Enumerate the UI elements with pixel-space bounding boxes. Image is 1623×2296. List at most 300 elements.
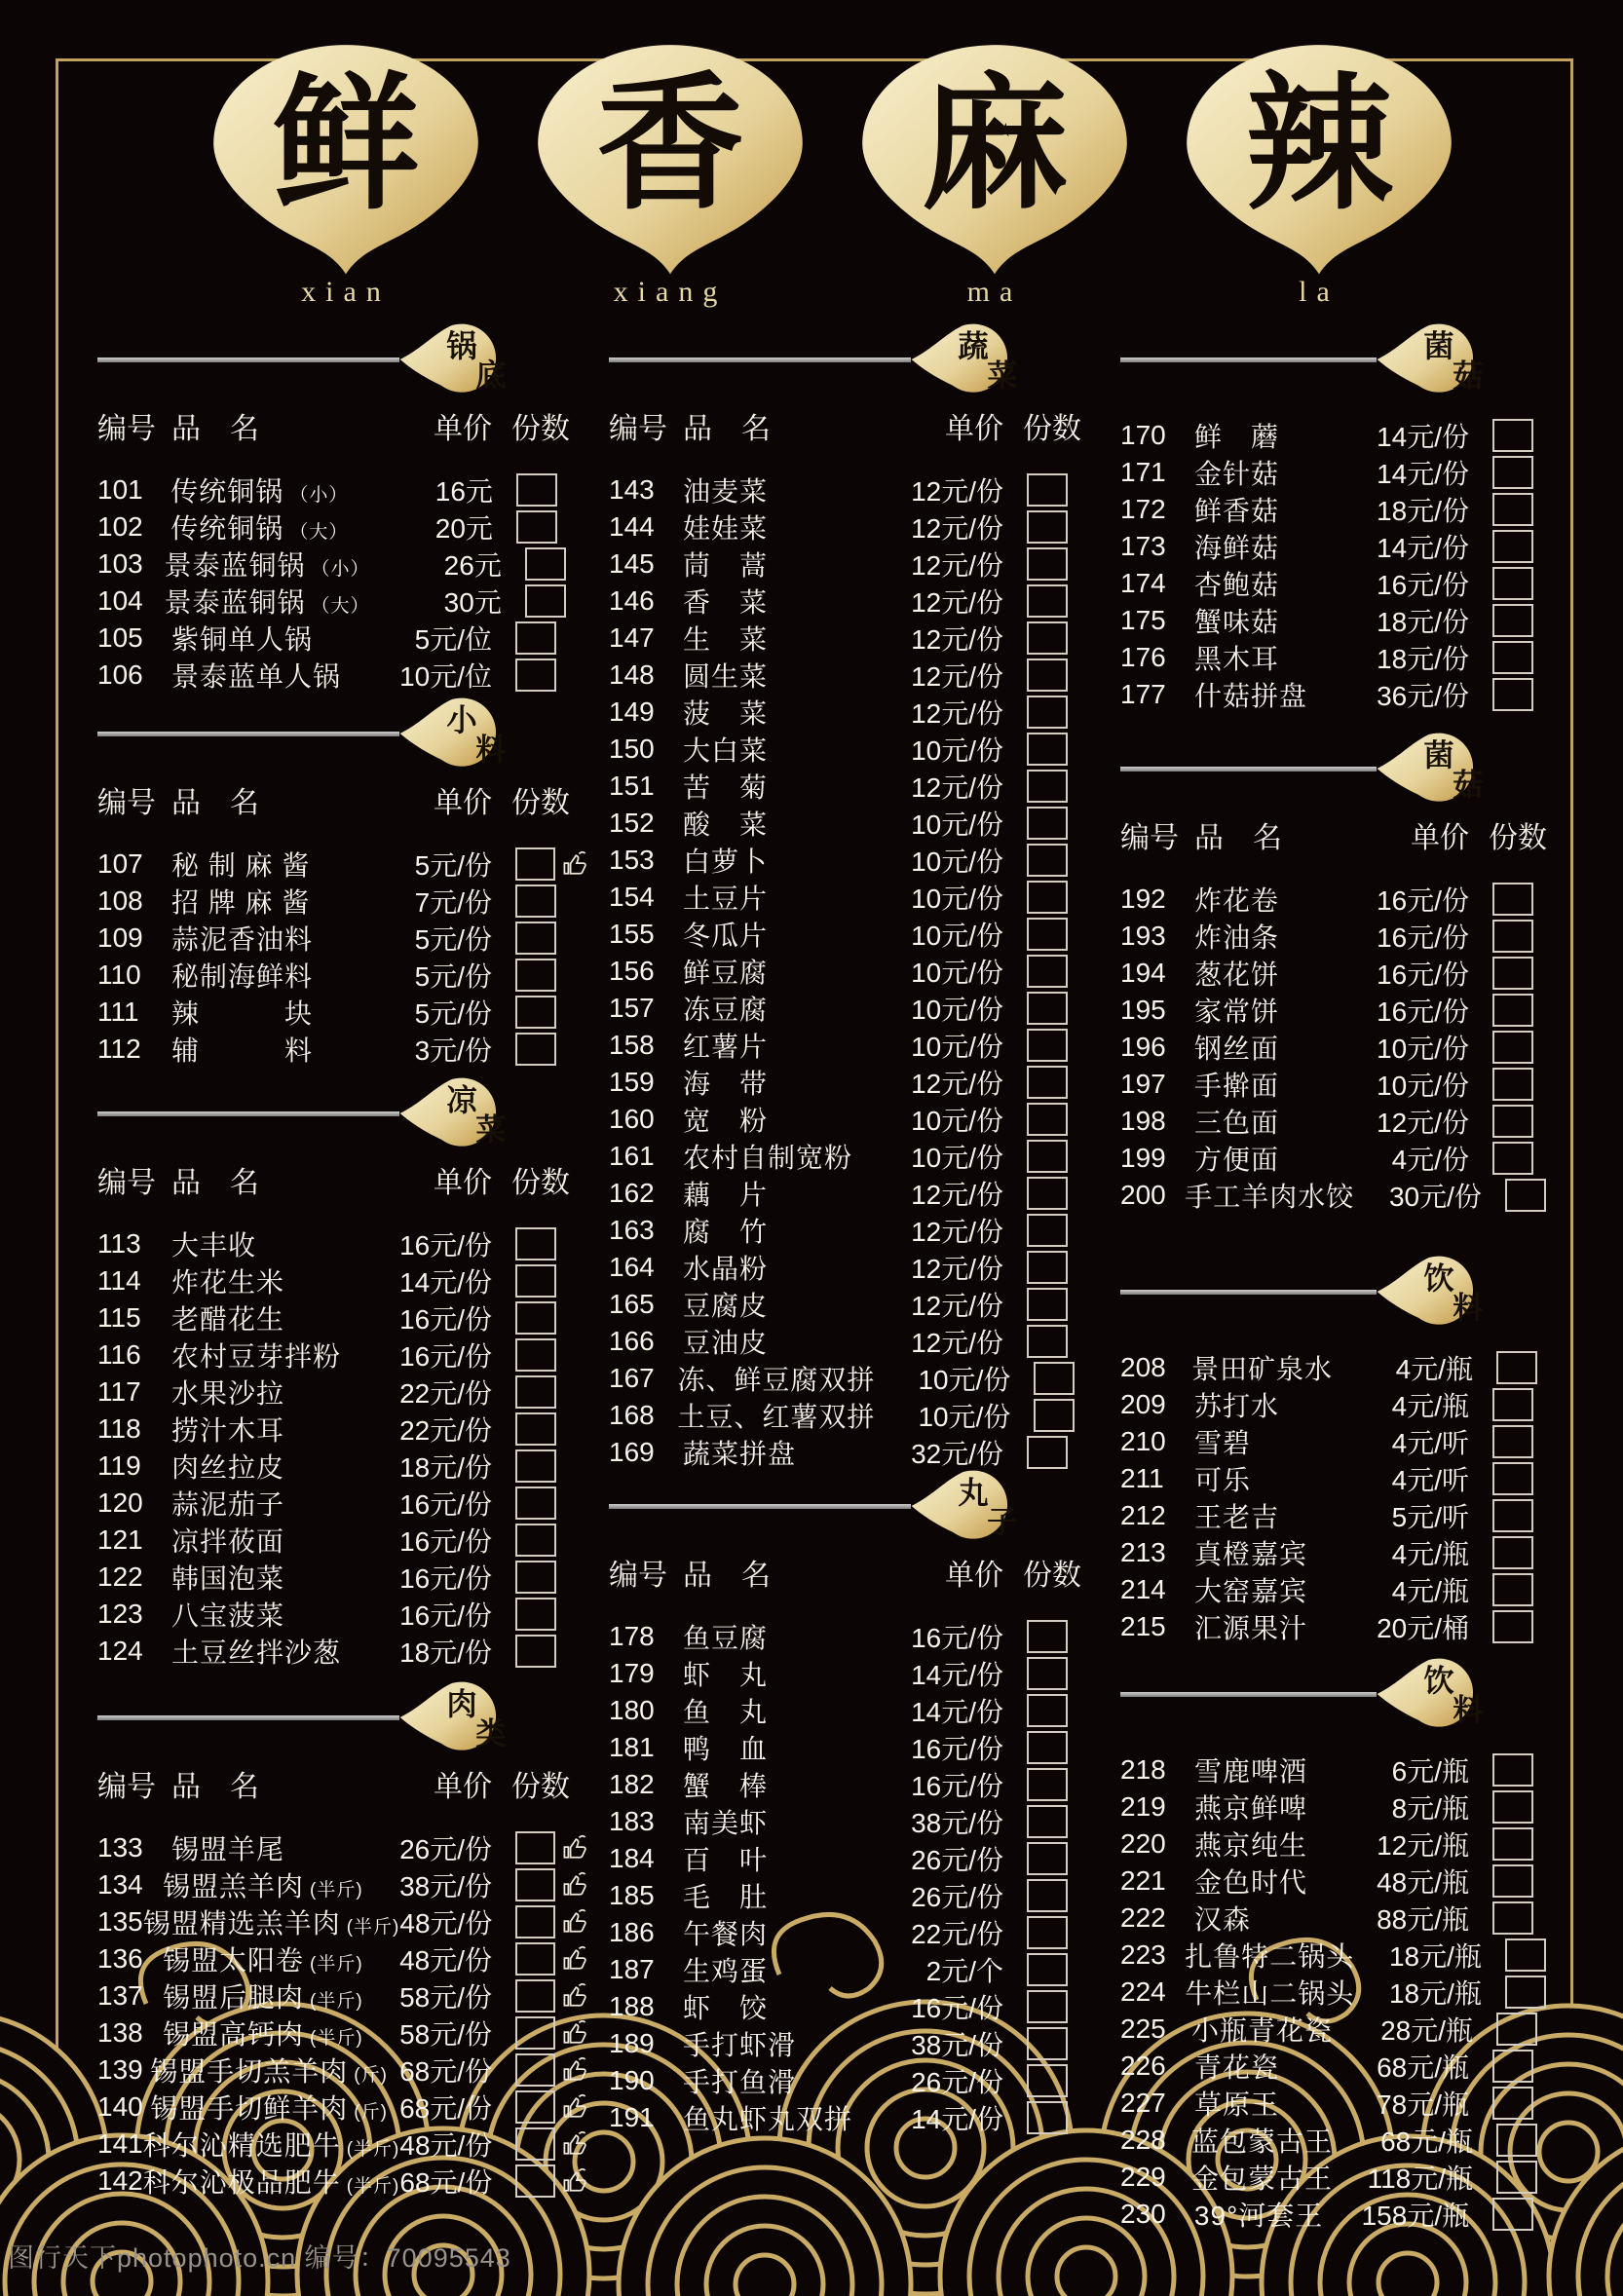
item-number: 143 — [609, 474, 655, 505]
item-number: 153 — [609, 845, 655, 875]
quantity-checkbox[interactable] — [1492, 419, 1533, 452]
quantity-checkbox[interactable] — [1492, 1753, 1533, 1787]
quantity-checkbox[interactable] — [1492, 957, 1533, 990]
quantity-checkbox[interactable] — [1027, 733, 1068, 766]
item-price: 12元/份 — [911, 1180, 1003, 1210]
quantity-checkbox[interactable] — [515, 2016, 555, 2050]
item-qty-cell — [1003, 2027, 1101, 2060]
item-price: 20元 — [434, 513, 493, 544]
item-number: 117 — [97, 1376, 141, 1407]
item-number: 208 — [1120, 1352, 1166, 1382]
quantity-checkbox[interactable] — [1027, 1916, 1068, 1949]
item-qty-cell — [492, 1635, 589, 1668]
item-number: 138 — [97, 2017, 143, 2048]
item-price: 10元/份 — [911, 1106, 1003, 1136]
item-number: 190 — [609, 2065, 655, 2095]
quantity-checkbox[interactable] — [1492, 1610, 1533, 1643]
item-number: 191 — [609, 2102, 655, 2132]
menu-item-row — [1120, 1460, 1566, 1497]
item-qty-cell — [1003, 807, 1101, 840]
item-qty-cell — [1469, 1462, 1566, 1495]
item-number: 175 — [1120, 605, 1166, 635]
menu-item-row — [609, 1988, 1101, 2025]
item-number: 174 — [1120, 568, 1166, 598]
item-number: 210 — [1120, 1426, 1166, 1456]
item-number: 137 — [97, 1980, 143, 2011]
quantity-checkbox[interactable] — [515, 621, 556, 655]
item-qty-cell — [1469, 1573, 1566, 1606]
item-qty-cell — [1003, 1288, 1101, 1321]
menu-item-row — [97, 1299, 589, 1336]
quantity-checkbox[interactable] — [515, 659, 556, 692]
header-name: 品 名 — [1194, 822, 1282, 854]
item-price: 7元/份 — [414, 887, 492, 918]
quantity-checkbox[interactable] — [1027, 1214, 1068, 1247]
quantity-checkbox[interactable] — [1027, 1990, 1068, 2023]
quantity-checkbox[interactable] — [1027, 1805, 1068, 1838]
item-price: 18元/瓶 — [1388, 1978, 1482, 2009]
quantity-checkbox[interactable] — [1492, 1901, 1533, 1935]
item-qty-cell — [493, 510, 589, 544]
item-number: 118 — [97, 1413, 141, 1444]
item-number: 113 — [97, 1228, 141, 1259]
item-name: 黑木耳 — [1194, 644, 1280, 674]
quantity-checkbox[interactable] — [1492, 1425, 1533, 1458]
menu-item-row — [609, 583, 1101, 620]
quantity-checkbox[interactable] — [1027, 510, 1068, 544]
quantity-checkbox[interactable] — [1027, 1879, 1068, 1912]
item-name: 农村豆芽拌粉 — [171, 1341, 342, 1372]
quantity-checkbox[interactable] — [1027, 1694, 1068, 1727]
item-qty-cell — [1003, 1103, 1101, 1136]
divider-line — [1120, 767, 1377, 772]
item-qty-cell — [1003, 881, 1101, 914]
item-name: 传统铜锅 （大） — [170, 513, 349, 544]
quantity-checkbox[interactable] — [1027, 621, 1068, 655]
quantity-checkbox[interactable] — [1027, 1066, 1068, 1099]
quantity-checkbox[interactable] — [515, 922, 556, 955]
quantity-checkbox[interactable] — [515, 1301, 556, 1335]
item-name: 豆腐皮 — [683, 1291, 769, 1321]
item-name: 家常饼 — [1194, 997, 1280, 1027]
quantity-checkbox[interactable] — [1492, 994, 1533, 1027]
quantity-checkbox[interactable] — [515, 1338, 556, 1372]
item-number: 184 — [609, 1843, 655, 1873]
quantity-checkbox[interactable] — [516, 510, 557, 544]
title-char: 麻 — [921, 63, 1069, 228]
quantity-checkbox[interactable] — [1027, 1731, 1068, 1764]
quantity-checkbox[interactable] — [515, 1449, 556, 1483]
header-number: 编号 — [97, 787, 156, 819]
item-price: 10元/份 — [911, 735, 1003, 766]
menu-item-row — [97, 920, 589, 957]
menu-item-row — [1120, 2196, 1566, 2233]
quantity-checkbox[interactable] — [1492, 2087, 1533, 2120]
quantity-checkbox[interactable] — [515, 1979, 555, 2013]
item-number: 111 — [97, 997, 139, 1027]
quantity-checkbox[interactable] — [525, 547, 566, 581]
item-price: 68元/瓶 — [1377, 2052, 1469, 2083]
item-qty-cell — [1010, 1362, 1101, 1395]
item-qty-cell — [1482, 1976, 1566, 2009]
item-price: 32元/份 — [911, 1439, 1003, 1469]
menu-item-row — [609, 1766, 1101, 1803]
item-name: 香 菜 — [683, 587, 769, 618]
item-number: 226 — [1120, 2051, 1166, 2081]
quantity-checkbox[interactable] — [1027, 1029, 1068, 1062]
menu-column-left — [97, 0, 589, 2296]
quantity-checkbox[interactable] — [515, 847, 555, 881]
header-price: 单价 — [1411, 822, 1469, 854]
item-qty-cell — [492, 996, 589, 1029]
divider-line — [1120, 358, 1377, 362]
item-qty-cell — [492, 1942, 589, 1976]
quantity-checkbox[interactable] — [1492, 1462, 1533, 1495]
quantity-checkbox[interactable] — [515, 1598, 556, 1631]
quantity-checkbox[interactable] — [1027, 1177, 1068, 1210]
item-qty-cell — [1003, 992, 1101, 1025]
quantity-checkbox[interactable] — [515, 1635, 556, 1668]
item-name: 鲜香菇 — [1194, 496, 1280, 526]
item-name: 大丰收 — [171, 1230, 257, 1261]
item-qty-cell — [493, 473, 589, 507]
item-number: 106 — [97, 659, 143, 690]
quantity-checkbox[interactable] — [1027, 696, 1068, 729]
quantity-checkbox[interactable] — [1492, 493, 1533, 526]
item-name: 手擀面 — [1194, 1071, 1280, 1101]
quantity-checkbox[interactable] — [515, 885, 556, 918]
item-price: 22元/份 — [399, 1415, 492, 1446]
quantity-checkbox[interactable] — [1027, 1842, 1068, 1875]
item-number: 133 — [97, 1832, 143, 1863]
item-name: 捞汁木耳 — [171, 1415, 285, 1446]
quantity-checkbox[interactable] — [515, 1524, 556, 1557]
item-qty-cell — [1469, 604, 1566, 637]
quantity-checkbox[interactable] — [1492, 1790, 1533, 1824]
quantity-checkbox[interactable] — [1492, 1068, 1533, 1101]
item-name: 腐 竹 — [683, 1217, 769, 1247]
quantity-checkbox[interactable] — [1027, 1620, 1068, 1653]
item-qty-cell — [1003, 1990, 1101, 2023]
quantity-checkbox[interactable] — [1492, 530, 1533, 563]
quantity-checkbox[interactable] — [1492, 1573, 1533, 1606]
quantity-checkbox[interactable] — [515, 1412, 556, 1446]
section-label-char1: 锅 — [446, 329, 477, 363]
quantity-checkbox[interactable] — [515, 1227, 556, 1261]
quantity-checkbox[interactable] — [1492, 1105, 1533, 1138]
quantity-checkbox[interactable] — [1492, 1536, 1533, 1569]
item-name: 生鸡蛋 — [683, 1956, 769, 1986]
item-name: 锡盟手切鲜羊肉 (斤) — [150, 2093, 388, 2124]
item-price: 14元/份 — [399, 1267, 492, 1298]
item-rows — [97, 1225, 589, 1670]
item-qty-cell — [492, 847, 589, 881]
item-price: 4元/瓶 — [1395, 1354, 1473, 1384]
quantity-checkbox[interactable] — [1027, 1288, 1068, 1321]
item-name: 虾 丸 — [683, 1660, 769, 1690]
menu-item-row — [1120, 2159, 1566, 2196]
item-name: 紫铜单人锅 — [171, 624, 314, 655]
quantity-checkbox[interactable] — [516, 473, 557, 507]
quantity-checkbox[interactable] — [1505, 1179, 1546, 1212]
item-number: 211 — [1120, 1463, 1164, 1493]
item-price: 16元/份 — [911, 1623, 1003, 1653]
item-name: 酸 菜 — [683, 809, 769, 840]
item-qty-cell — [492, 2164, 589, 2198]
item-number: 136 — [97, 1943, 143, 1974]
quantity-checkbox[interactable] — [1034, 1399, 1075, 1432]
item-name: 肉丝拉皮 — [171, 1452, 285, 1483]
item-price: 16元/份 — [1377, 922, 1469, 953]
item-qty-cell — [492, 1905, 589, 1938]
section-meatballs — [609, 1463, 1101, 2136]
item-name: 菠 菜 — [683, 698, 769, 729]
item-price: 10元/份 — [1377, 1071, 1469, 1101]
quantity-checkbox[interactable] — [1027, 2101, 1068, 2134]
quantity-checkbox[interactable] — [1505, 1938, 1546, 1972]
item-number: 152 — [609, 808, 655, 838]
item-price: 26元/份 — [911, 1845, 1003, 1875]
section-mushrooms — [1120, 317, 1566, 713]
item-number: 182 — [609, 1769, 655, 1799]
menu-item-row — [97, 1411, 589, 1448]
item-price: 38元/份 — [911, 2030, 1003, 2060]
divider-line — [97, 1111, 399, 1116]
item-price: 78元/瓶 — [1377, 2089, 1469, 2120]
quantity-checkbox[interactable] — [1492, 1827, 1533, 1861]
item-qty-cell — [1469, 883, 1566, 916]
item-price: 4元/瓶 — [1391, 1576, 1469, 1606]
item-qty-cell — [492, 1831, 589, 1864]
item-qty-cell — [492, 959, 589, 992]
quantity-checkbox[interactable] — [1027, 1325, 1068, 1358]
quantity-checkbox[interactable] — [1492, 1142, 1533, 1175]
quantity-checkbox[interactable] — [1027, 2064, 1068, 2097]
quantity-checkbox[interactable] — [1492, 567, 1533, 600]
quantity-checkbox[interactable] — [515, 2053, 555, 2087]
item-price: 16元/份 — [399, 1230, 492, 1261]
section-label-balloon — [395, 1071, 541, 1150]
item-price: 10元/份 — [911, 884, 1003, 914]
item-name: 青花瓷 — [1194, 2052, 1280, 2083]
item-number: 149 — [609, 696, 655, 727]
item-name: 藕 片 — [683, 1180, 769, 1210]
quantity-checkbox[interactable] — [1027, 584, 1068, 618]
quantity-checkbox[interactable] — [515, 1942, 555, 1976]
quantity-checkbox[interactable] — [515, 1868, 555, 1901]
quantity-checkbox[interactable] — [515, 1487, 556, 1520]
quantity-checkbox[interactable] — [1027, 807, 1068, 840]
item-name: 白萝卜 — [683, 847, 769, 877]
quantity-checkbox[interactable] — [1492, 883, 1533, 916]
quantity-checkbox[interactable] — [1492, 641, 1533, 674]
quantity-checkbox[interactable] — [515, 2127, 555, 2161]
item-number: 114 — [97, 1265, 141, 1296]
section-divider — [1120, 317, 1566, 399]
quantity-checkbox[interactable] — [515, 1831, 555, 1864]
quantity-checkbox[interactable] — [1027, 1103, 1068, 1136]
item-price: 5元/份 — [414, 850, 492, 881]
quantity-checkbox[interactable] — [1027, 955, 1068, 988]
menu-item-row — [609, 1101, 1101, 1138]
quantity-checkbox[interactable] — [1505, 1976, 1546, 2009]
title-char: 辣 — [1245, 63, 1393, 228]
quantity-checkbox[interactable] — [515, 1375, 556, 1409]
quantity-checkbox[interactable] — [1034, 1362, 1075, 1395]
item-number: 177 — [1120, 679, 1166, 709]
item-number: 123 — [97, 1599, 143, 1629]
quantity-checkbox[interactable] — [515, 2164, 555, 2198]
menu-item-row — [1120, 417, 1566, 454]
item-number: 144 — [609, 511, 655, 542]
quantity-checkbox[interactable] — [1492, 2198, 1533, 2231]
item-qty-cell — [492, 1979, 589, 2013]
menu-item-row — [1120, 676, 1566, 713]
item-name: 海 带 — [683, 1069, 769, 1099]
menu-item-row — [609, 471, 1101, 508]
quantity-checkbox[interactable] — [1027, 881, 1068, 914]
item-price: 10元/份 — [911, 847, 1003, 877]
quantity-checkbox[interactable] — [515, 959, 556, 992]
item-qty-cell — [1469, 1901, 1566, 1935]
quantity-checkbox[interactable] — [515, 1264, 556, 1298]
menu-item-row — [1120, 918, 1566, 955]
quantity-checkbox[interactable] — [1027, 659, 1068, 692]
menu-item-row — [97, 583, 589, 620]
item-qty-cell — [1469, 1105, 1566, 1138]
quantity-checkbox[interactable] — [1492, 920, 1533, 953]
item-name: 金色时代 — [1194, 1867, 1308, 1898]
item-name: 圆生菜 — [683, 661, 769, 692]
item-name: 鲜豆腐 — [683, 958, 769, 988]
item-price: 16元/份 — [1377, 997, 1469, 1027]
item-price: 18元/份 — [1377, 644, 1469, 674]
menu-item-row — [1120, 1863, 1566, 1900]
quantity-checkbox[interactable] — [1027, 770, 1068, 803]
item-name: 宽 粉 — [683, 1106, 769, 1136]
quantity-checkbox[interactable] — [1492, 678, 1533, 711]
item-name: 蟹味菇 — [1194, 607, 1280, 637]
item-number: 181 — [609, 1732, 655, 1762]
menu-item-row — [97, 1903, 589, 1940]
item-name: 方便面 — [1194, 1145, 1280, 1175]
item-number: 165 — [609, 1289, 655, 1319]
quantity-checkbox[interactable] — [1492, 1499, 1533, 1532]
quantity-checkbox[interactable] — [515, 1561, 556, 1594]
quantity-checkbox[interactable] — [525, 584, 566, 618]
item-name: 王老吉 — [1194, 1502, 1280, 1532]
item-name: 科尔沁极品肥牛 (半斤) — [142, 2167, 400, 2198]
item-size: (半斤) — [310, 1991, 363, 2012]
quantity-checkbox[interactable] — [1496, 2124, 1537, 2157]
item-qty-cell — [492, 1301, 589, 1335]
item-qty-cell — [1003, 1768, 1101, 1801]
quantity-checkbox[interactable] — [515, 996, 556, 1029]
quantity-checkbox[interactable] — [1027, 844, 1068, 877]
item-qty-cell — [1003, 584, 1101, 618]
item-price: 58元/份 — [399, 2019, 492, 2050]
item-price: 68元/份 — [399, 2056, 492, 2087]
item-name: 钢丝面 — [1194, 1034, 1280, 1064]
menu-item-row — [97, 994, 589, 1031]
item-number: 163 — [609, 1215, 655, 1245]
quantity-checkbox[interactable] — [1492, 1388, 1533, 1421]
quantity-checkbox[interactable] — [1492, 1031, 1533, 1064]
menu-item-row — [97, 1522, 589, 1559]
menu-item-row — [609, 2099, 1101, 2136]
menu-item-row — [97, 508, 589, 546]
quantity-checkbox[interactable] — [515, 1905, 555, 1938]
section-label-char1: 饮 — [1423, 1664, 1454, 1698]
quantity-checkbox[interactable] — [1027, 547, 1068, 581]
item-price: 4元/瓶 — [1391, 1539, 1469, 1569]
quantity-checkbox[interactable] — [1027, 1140, 1068, 1173]
section-label-char2: 菜 — [987, 358, 1018, 393]
menu-item-row — [97, 620, 589, 657]
item-number: 178 — [609, 1621, 655, 1651]
header-price: 单价 — [945, 413, 1003, 445]
quantity-checkbox[interactable] — [1027, 1657, 1068, 1690]
quantity-checkbox[interactable] — [515, 2090, 555, 2124]
item-name: 蒜泥茄子 — [171, 1489, 285, 1520]
item-qty-cell — [1469, 1864, 1566, 1898]
quantity-checkbox[interactable] — [1492, 2050, 1533, 2083]
menu-item-row — [609, 1360, 1101, 1397]
item-name: 扎鲁特二锅头 — [1185, 1941, 1355, 1972]
item-number: 166 — [609, 1326, 655, 1356]
quantity-checkbox[interactable] — [1496, 2013, 1537, 2046]
menu-item-row — [609, 768, 1101, 805]
quantity-checkbox[interactable] — [1027, 1953, 1068, 1986]
quantity-checkbox[interactable] — [1492, 604, 1533, 637]
menu-item-row — [1120, 1751, 1566, 1788]
quantity-checkbox[interactable] — [1027, 918, 1068, 951]
item-qty-cell — [1473, 2161, 1566, 2194]
menu-item-row — [1120, 1534, 1566, 1571]
quantity-checkbox[interactable] — [1027, 992, 1068, 1025]
quantity-checkbox[interactable] — [1496, 2161, 1537, 2194]
item-rows — [97, 846, 589, 1068]
section-label-char2: 菜 — [475, 1111, 507, 1147]
item-price: 10元/份 — [911, 958, 1003, 988]
item-number: 172 — [1120, 494, 1166, 524]
quantity-checkbox[interactable] — [1027, 1251, 1068, 1284]
item-name: 燕京鲜啤 — [1194, 1793, 1308, 1824]
item-price: 8元/瓶 — [1391, 1793, 1469, 1824]
thumbs-up-icon — [560, 2166, 589, 2196]
menu-item-row — [609, 1729, 1101, 1766]
quantity-checkbox[interactable] — [1027, 2027, 1068, 2060]
quantity-checkbox[interactable] — [1496, 1351, 1537, 1384]
divider-line — [1120, 1692, 1377, 1697]
item-price: 16元 — [434, 476, 493, 507]
quantity-checkbox[interactable] — [1027, 473, 1068, 507]
item-price: 12元/份 — [911, 661, 1003, 692]
menu-item-row — [609, 1877, 1101, 1914]
item-price: 16元/份 — [399, 1563, 492, 1594]
quantity-checkbox[interactable] — [1492, 456, 1533, 489]
quantity-checkbox[interactable] — [515, 1033, 556, 1066]
section-label-balloon — [395, 317, 541, 396]
menu-item-row — [609, 657, 1101, 694]
item-size: （大） — [311, 596, 370, 617]
item-number: 194 — [1120, 958, 1166, 988]
section-label-char2: 料 — [475, 732, 507, 767]
list-header — [609, 1552, 1101, 1593]
quantity-checkbox[interactable] — [1027, 1768, 1068, 1801]
item-price: 5元/份 — [414, 961, 492, 992]
quantity-checkbox[interactable] — [1492, 1864, 1533, 1898]
